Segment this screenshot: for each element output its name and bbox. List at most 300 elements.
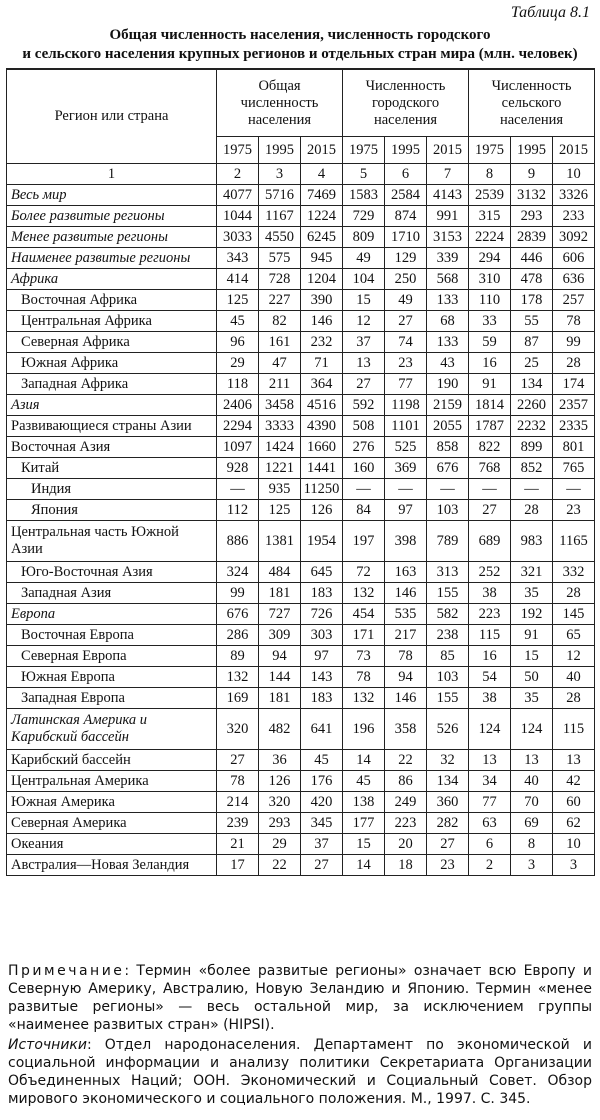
value-cell: 78 (217, 771, 259, 792)
region-name: Юго-Восточная Азия (7, 562, 217, 583)
value-cell: 124 (469, 709, 511, 750)
value-cell: 18 (385, 855, 427, 876)
value-cell: 7469 (301, 185, 343, 206)
value-cell: 20 (385, 834, 427, 855)
value-cell: 320 (259, 792, 301, 813)
value-cell: 482 (259, 709, 301, 750)
value-cell: 360 (427, 792, 469, 813)
value-cell: 1165 (553, 521, 595, 562)
region-name: Восточная Африка (7, 290, 217, 311)
value-cell: 33 (469, 311, 511, 332)
value-cell: 91 (469, 374, 511, 395)
value-cell: 115 (553, 709, 595, 750)
value-cell: 858 (427, 437, 469, 458)
table-row (7, 395, 595, 416)
value-cell: 3033 (217, 227, 259, 248)
value-cell: 332 (553, 562, 595, 583)
value-cell: 197 (343, 521, 385, 562)
region-name: Азия (7, 395, 217, 416)
table-row (7, 206, 595, 227)
column-number: 4 (301, 164, 343, 185)
region-name: Океания (7, 834, 217, 855)
value-cell: 928 (217, 458, 259, 479)
value-cell: 1167 (259, 206, 301, 227)
region-name: Восточная Европа (7, 625, 217, 646)
value-cell: 84 (343, 500, 385, 521)
value-cell: 1441 (301, 458, 343, 479)
value-cell: 36 (259, 750, 301, 771)
value-cell: 1710 (385, 227, 427, 248)
value-cell: 45 (301, 750, 343, 771)
value-cell: 454 (343, 604, 385, 625)
value-cell: 398 (385, 521, 427, 562)
value-cell: 14 (343, 855, 385, 876)
value-cell: 42 (553, 771, 595, 792)
value-cell: 446 (511, 248, 553, 269)
value-cell: 313 (427, 562, 469, 583)
value-cell: 27 (469, 500, 511, 521)
value-cell: 478 (511, 269, 553, 290)
table-row (7, 646, 595, 667)
value-cell: 28 (511, 500, 553, 521)
value-cell: 11250 (301, 479, 343, 500)
value-cell: 86 (385, 771, 427, 792)
value-cell: 50 (511, 667, 553, 688)
table-row (7, 792, 595, 813)
value-cell: 163 (385, 562, 427, 583)
column-number: 1 (7, 164, 217, 185)
region-name: Европа (7, 604, 217, 625)
value-cell: 112 (217, 500, 259, 521)
value-cell: 196 (343, 709, 385, 750)
value-cell: 508 (343, 416, 385, 437)
value-cell: 133 (427, 290, 469, 311)
value-cell: 768 (469, 458, 511, 479)
region-name: Развивающиеся страны Азии (7, 416, 217, 437)
value-cell: 78 (385, 646, 427, 667)
value-cell: 16 (469, 646, 511, 667)
value-cell: 125 (259, 500, 301, 521)
table-row (7, 479, 595, 500)
value-cell: 294 (469, 248, 511, 269)
value-cell: 4077 (217, 185, 259, 206)
region-name: Западная Азия (7, 583, 217, 604)
value-cell: 223 (469, 604, 511, 625)
value-cell: 2232 (511, 416, 553, 437)
sources-note (8, 1036, 592, 1108)
value-cell: 3 (553, 855, 595, 876)
table-row (7, 332, 595, 353)
table-row (7, 521, 595, 562)
value-cell: — (217, 479, 259, 500)
region-name: Япония (7, 500, 217, 521)
value-cell: 339 (427, 248, 469, 269)
region-name: Западная Африка (7, 374, 217, 395)
year-header: 2015 (553, 137, 595, 164)
value-cell: 23 (427, 855, 469, 876)
value-cell: 320 (217, 709, 259, 750)
table-row (7, 604, 595, 625)
table-row (7, 248, 595, 269)
value-cell: 174 (553, 374, 595, 395)
region-name: Менее развитые регионы (7, 227, 217, 248)
value-cell: 728 (259, 269, 301, 290)
value-cell: 155 (427, 688, 469, 709)
value-cell: 886 (217, 521, 259, 562)
footnote (8, 962, 592, 1034)
value-cell: 249 (385, 792, 427, 813)
value-cell: 27 (301, 855, 343, 876)
value-cell: — (469, 479, 511, 500)
value-cell: 72 (343, 562, 385, 583)
value-cell: 2159 (427, 395, 469, 416)
value-cell: 276 (343, 437, 385, 458)
value-cell: 3 (511, 855, 553, 876)
value-cell: 78 (553, 311, 595, 332)
table-row (7, 290, 595, 311)
value-cell: 4516 (301, 395, 343, 416)
region-name: Восточная Азия (7, 437, 217, 458)
value-cell: 43 (427, 353, 469, 374)
value-cell: 91 (511, 625, 553, 646)
value-cell: — (385, 479, 427, 500)
region-name: Латинская Америка и Карибский бассейн (7, 709, 217, 750)
value-cell: 6245 (301, 227, 343, 248)
value-cell: 63 (469, 813, 511, 834)
value-cell: 37 (343, 332, 385, 353)
value-cell: 303 (301, 625, 343, 646)
table-row (7, 771, 595, 792)
value-cell: 125 (217, 290, 259, 311)
value-cell: 28 (553, 583, 595, 604)
value-cell: 28 (553, 353, 595, 374)
year-header: 1995 (385, 137, 427, 164)
region-name: Северная Африка (7, 332, 217, 353)
value-cell: — (343, 479, 385, 500)
value-cell: 2 (469, 855, 511, 876)
table-number: Таблица 8.1 (510, 4, 590, 21)
value-cell: 34 (469, 771, 511, 792)
value-cell: 134 (427, 771, 469, 792)
region-name: Центральная Америка (7, 771, 217, 792)
value-cell: 321 (511, 562, 553, 583)
value-cell: 71 (301, 353, 343, 374)
value-cell: 132 (343, 688, 385, 709)
value-cell: 40 (553, 667, 595, 688)
table-row (7, 416, 595, 437)
value-cell: 13 (511, 750, 553, 771)
value-cell: 103 (427, 500, 469, 521)
value-cell: — (427, 479, 469, 500)
value-cell: 223 (385, 813, 427, 834)
value-cell: 233 (553, 206, 595, 227)
header-group-total: Общая численность населения (217, 69, 343, 137)
value-cell: 155 (427, 583, 469, 604)
value-cell: 282 (427, 813, 469, 834)
sources-label: Источники (8, 1037, 87, 1053)
table-row (7, 374, 595, 395)
value-cell: 852 (511, 458, 553, 479)
value-cell: 4550 (259, 227, 301, 248)
value-cell: 22 (385, 750, 427, 771)
value-cell: 132 (343, 583, 385, 604)
column-number: 5 (343, 164, 385, 185)
value-cell: 420 (301, 792, 343, 813)
value-cell: 146 (385, 583, 427, 604)
value-cell: 525 (385, 437, 427, 458)
value-cell: 214 (217, 792, 259, 813)
column-number: 9 (511, 164, 553, 185)
column-number: 7 (427, 164, 469, 185)
region-name: Карибский бассейн (7, 750, 217, 771)
value-cell: 239 (217, 813, 259, 834)
value-cell: 676 (427, 458, 469, 479)
value-cell: 343 (217, 248, 259, 269)
region-name: Северная Европа (7, 646, 217, 667)
value-cell: 15 (511, 646, 553, 667)
value-cell: 169 (217, 688, 259, 709)
value-cell: 3132 (511, 185, 553, 206)
value-cell: 70 (511, 792, 553, 813)
value-cell: 143 (301, 667, 343, 688)
value-cell: 2584 (385, 185, 427, 206)
value-cell: 160 (343, 458, 385, 479)
value-cell: 12 (343, 311, 385, 332)
region-name: Африка (7, 269, 217, 290)
value-cell: 315 (469, 206, 511, 227)
table-row (7, 227, 595, 248)
value-cell: 358 (385, 709, 427, 750)
value-cell: 2539 (469, 185, 511, 206)
value-cell: 1787 (469, 416, 511, 437)
value-cell: 99 (217, 583, 259, 604)
value-cell: 138 (343, 792, 385, 813)
value-cell: 2294 (217, 416, 259, 437)
header-group-rural: Численность сельского населения (469, 69, 595, 137)
value-cell: 78 (343, 667, 385, 688)
value-cell: 789 (427, 521, 469, 562)
value-cell: 414 (217, 269, 259, 290)
table-row (7, 500, 595, 521)
value-cell: 645 (301, 562, 343, 583)
value-cell: 369 (385, 458, 427, 479)
column-number: 3 (259, 164, 301, 185)
footnote-text: : Термин «более развитые регионы» означает всю Европу и Северную Америку, Австралию, Новую Зеландию и Японию. Термин «менее развитые регионы» — весь остальной мир, за исключением группы «наименее развитых стран» (HIPSI). (8, 963, 592, 1033)
value-cell: 35 (511, 688, 553, 709)
value-cell: 3458 (259, 395, 301, 416)
value-cell: 676 (217, 604, 259, 625)
value-cell: 104 (343, 269, 385, 290)
header-group-urban: Численность городского населения (343, 69, 469, 137)
value-cell: 38 (469, 688, 511, 709)
region-name: Южная Африка (7, 353, 217, 374)
value-cell: 364 (301, 374, 343, 395)
value-cell: 183 (301, 583, 343, 604)
value-cell: 21 (217, 834, 259, 855)
value-cell: 85 (427, 646, 469, 667)
value-cell: 40 (511, 771, 553, 792)
value-cell: 74 (385, 332, 427, 353)
value-cell: 309 (259, 625, 301, 646)
value-cell: 77 (469, 792, 511, 813)
value-cell: 293 (259, 813, 301, 834)
table-row (7, 311, 595, 332)
value-cell: 1044 (217, 206, 259, 227)
value-cell: 232 (301, 332, 343, 353)
value-cell: 59 (469, 332, 511, 353)
value-cell: 94 (259, 646, 301, 667)
value-cell: 115 (469, 625, 511, 646)
value-cell: 526 (427, 709, 469, 750)
value-cell: 15 (343, 290, 385, 311)
value-cell: 324 (217, 562, 259, 583)
table-row (7, 353, 595, 374)
table-row (7, 583, 595, 604)
value-cell: 217 (385, 625, 427, 646)
value-cell: 133 (427, 332, 469, 353)
value-cell: 4390 (301, 416, 343, 437)
year-header: 2015 (301, 137, 343, 164)
value-cell: 15 (343, 834, 385, 855)
value-cell: 13 (343, 353, 385, 374)
value-cell: 1221 (259, 458, 301, 479)
value-cell: 1381 (259, 521, 301, 562)
value-cell: 37 (301, 834, 343, 855)
value-cell: 765 (553, 458, 595, 479)
value-cell: 606 (553, 248, 595, 269)
value-cell: 2335 (553, 416, 595, 437)
value-cell: 49 (343, 248, 385, 269)
value-cell: 390 (301, 290, 343, 311)
table-row (7, 269, 595, 290)
population-table (6, 68, 595, 876)
sources-text: : Отдел народонаселения. Департамент по экономической и социальной информации и анализу политики Секретариата Организации Объединенных Наций; ООН. Экономический и Социальный Совет. Обзор мирового экономического и социального положения. М., 1997. С. 345. (8, 1037, 592, 1107)
value-cell: 3326 (553, 185, 595, 206)
value-cell: 809 (343, 227, 385, 248)
value-cell: 991 (427, 206, 469, 227)
value-cell: 54 (469, 667, 511, 688)
value-cell: 144 (259, 667, 301, 688)
value-cell: 82 (259, 311, 301, 332)
value-cell: 3153 (427, 227, 469, 248)
table-row (7, 667, 595, 688)
value-cell: 146 (385, 688, 427, 709)
table-row (7, 709, 595, 750)
value-cell: 27 (343, 374, 385, 395)
value-cell: 257 (553, 290, 595, 311)
value-cell: 89 (217, 646, 259, 667)
value-cell: 16 (469, 353, 511, 374)
value-cell: 14 (343, 750, 385, 771)
value-cell: 1198 (385, 395, 427, 416)
value-cell: 28 (553, 688, 595, 709)
table-row (7, 813, 595, 834)
year-header: 2015 (427, 137, 469, 164)
value-cell: 177 (343, 813, 385, 834)
value-cell: 10 (553, 834, 595, 855)
value-cell: 899 (511, 437, 553, 458)
value-cell: 103 (427, 667, 469, 688)
region-name: Центральная часть Южной Азии (7, 521, 217, 562)
value-cell: 568 (427, 269, 469, 290)
region-name: Наименее развитые регионы (7, 248, 217, 269)
value-cell: 161 (259, 332, 301, 353)
region-name: Индия (7, 479, 217, 500)
value-cell: 935 (259, 479, 301, 500)
value-cell: 181 (259, 688, 301, 709)
value-cell: 13 (469, 750, 511, 771)
value-cell: 3092 (553, 227, 595, 248)
value-cell: 99 (553, 332, 595, 353)
value-cell: 118 (217, 374, 259, 395)
value-cell: 27 (385, 311, 427, 332)
table-row (7, 458, 595, 479)
value-cell: 124 (511, 709, 553, 750)
value-cell: 60 (553, 792, 595, 813)
value-cell: 1101 (385, 416, 427, 437)
value-cell: 27 (217, 750, 259, 771)
value-cell: 29 (259, 834, 301, 855)
region-name: Северная Америка (7, 813, 217, 834)
value-cell: 945 (301, 248, 343, 269)
value-cell: 27 (427, 834, 469, 855)
value-cell: 1097 (217, 437, 259, 458)
value-cell: 126 (259, 771, 301, 792)
value-cell: 2839 (511, 227, 553, 248)
value-cell: 726 (301, 604, 343, 625)
value-cell: 310 (469, 269, 511, 290)
value-cell: — (511, 479, 553, 500)
value-cell: 8 (511, 834, 553, 855)
value-cell: 97 (301, 646, 343, 667)
value-cell: 636 (553, 269, 595, 290)
value-cell: 293 (511, 206, 553, 227)
value-cell: 1224 (301, 206, 343, 227)
value-cell: 1583 (343, 185, 385, 206)
region-name: Китай (7, 458, 217, 479)
region-name: Южная Америка (7, 792, 217, 813)
column-number: 2 (217, 164, 259, 185)
title-line-2: и сельского населения крупных регионов и отдельных стран мира (млн. человек) (22, 46, 578, 62)
value-cell: 129 (385, 248, 427, 269)
value-cell: 874 (385, 206, 427, 227)
value-cell: 2260 (511, 395, 553, 416)
value-cell: 23 (385, 353, 427, 374)
value-cell: 134 (511, 374, 553, 395)
value-cell: 25 (511, 353, 553, 374)
value-cell: 983 (511, 521, 553, 562)
value-cell: 171 (343, 625, 385, 646)
year-header: 1975 (469, 137, 511, 164)
region-name: Весь мир (7, 185, 217, 206)
value-cell: 176 (301, 771, 343, 792)
value-cell: 5716 (259, 185, 301, 206)
value-cell: 178 (511, 290, 553, 311)
value-cell: 2055 (427, 416, 469, 437)
value-cell: 1424 (259, 437, 301, 458)
year-header: 1995 (511, 137, 553, 164)
value-cell: 47 (259, 353, 301, 374)
table-title (0, 26, 600, 64)
column-number: 6 (385, 164, 427, 185)
value-cell: 62 (553, 813, 595, 834)
value-cell: 13 (553, 750, 595, 771)
table-row (7, 437, 595, 458)
value-cell: 582 (427, 604, 469, 625)
value-cell: 801 (553, 437, 595, 458)
value-cell: 22 (259, 855, 301, 876)
value-cell: 183 (301, 688, 343, 709)
